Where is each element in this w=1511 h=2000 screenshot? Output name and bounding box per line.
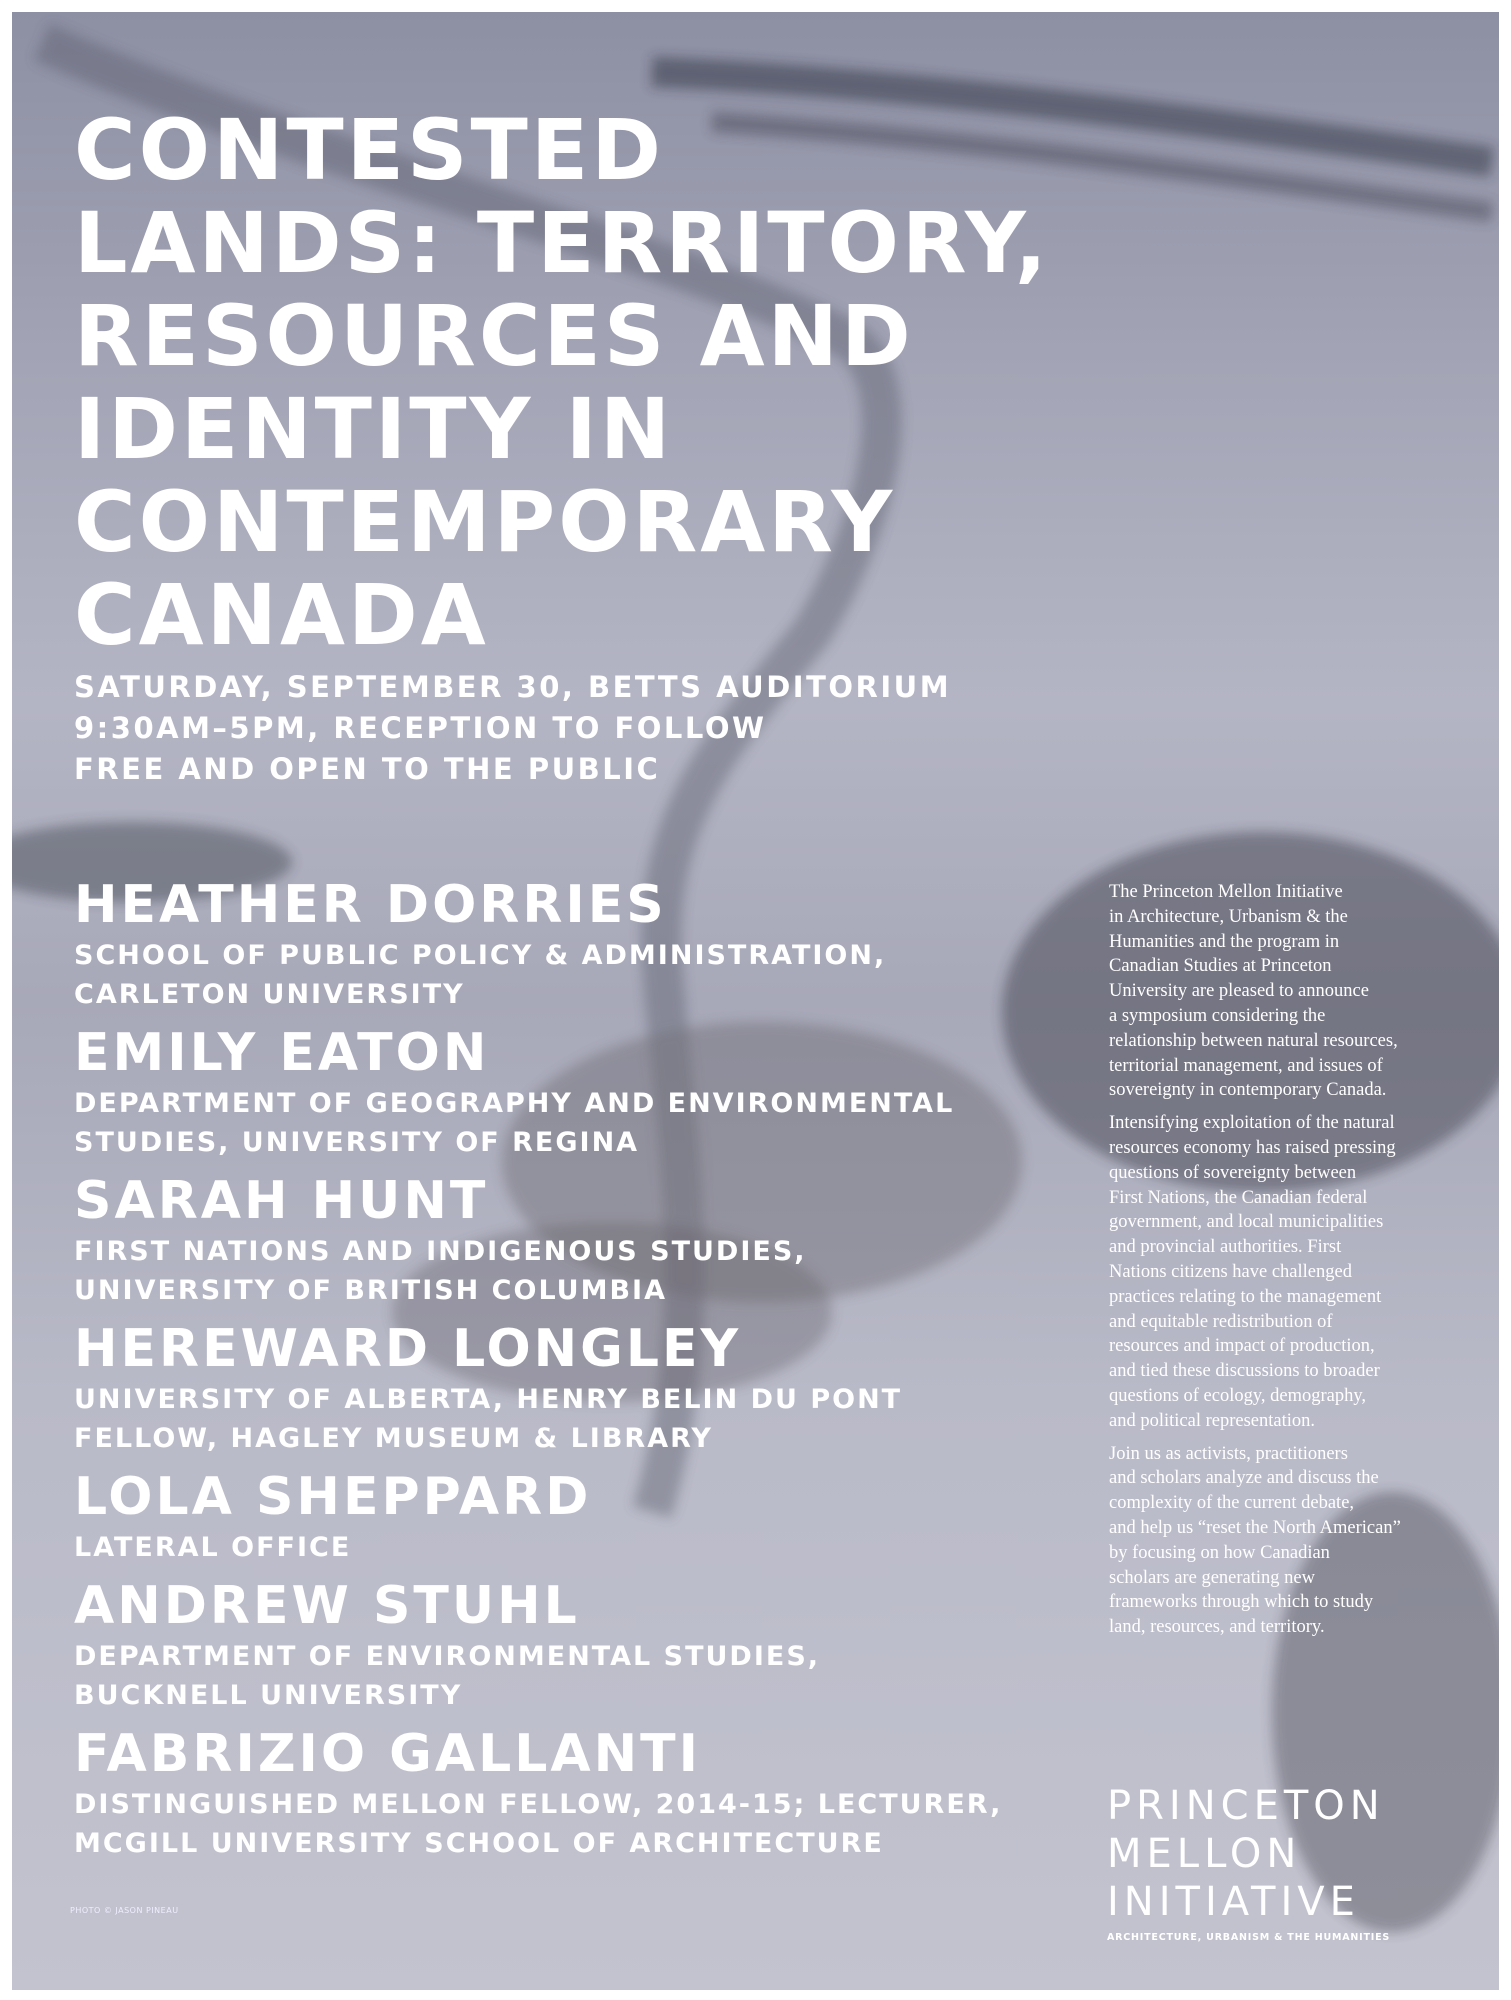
description-line: resources and impact of production, (1109, 1336, 1375, 1357)
event-time: 9:30AM–5PM, RECEPTION TO FOLLOW (74, 711, 767, 745)
speaker (74, 874, 1002, 1014)
description-line: and help us “reset the North American” (1109, 1517, 1401, 1538)
description-line: Nations citizens have challenged (1109, 1261, 1352, 1282)
description-line: land, resources, and territory. (1109, 1617, 1325, 1638)
speaker (74, 1022, 1002, 1162)
speaker-affiliation: BUCKNELL UNIVERSITY (74, 1680, 463, 1711)
description-line: and equitable redistribution of (1109, 1311, 1333, 1332)
event-description (1109, 880, 1469, 1648)
description-line: and scholars analyze and discuss the (1109, 1468, 1379, 1489)
description-line: questions of ecology, demography, (1109, 1385, 1367, 1406)
description-line: First Nations, the Canadian federal (1109, 1187, 1368, 1208)
speaker-affiliation: FIRST NATIONS AND INDIGENOUS STUDIES, (74, 1236, 807, 1267)
description-line: Humanities and the program in (1109, 931, 1340, 952)
speaker-affiliation: SCHOOL OF PUBLIC POLICY & ADMINISTRATION, (74, 940, 887, 971)
description-paragraph (1109, 880, 1469, 1103)
speaker-list (74, 874, 1002, 1871)
speaker (74, 1723, 1002, 1863)
description-line: and provincial authorities. First (1109, 1237, 1342, 1258)
princeton-mellon-initiative-logo (1107, 1782, 1390, 1943)
description-line: government, and local municipalities (1109, 1212, 1384, 1233)
description-line: Join us as activists, practitioners (1109, 1443, 1348, 1464)
event-admission: FREE AND OPEN TO THE PUBLIC (74, 752, 661, 786)
description-line: sovereignty in contemporary Canada. (1109, 1080, 1387, 1101)
speaker-affiliation: CARLETON UNIVERSITY (74, 979, 465, 1010)
speaker-name: LOLA SHEPPARD (74, 1467, 592, 1527)
speaker-affiliation: DEPARTMENT OF GEOGRAPHY AND ENVIRONMENTAL (74, 1088, 955, 1119)
speaker-affiliation: LATERAL OFFICE (74, 1532, 352, 1563)
description-line: territorial management, and issues of (1109, 1055, 1383, 1076)
description-line: Intensifying exploitation of the natural (1109, 1113, 1395, 1134)
speaker-affiliation: UNIVERSITY OF BRITISH COLUMBIA (74, 1275, 667, 1306)
description-line: and tied these discussions to broader (1109, 1361, 1380, 1382)
description-line: relationship between natural resources, (1109, 1030, 1398, 1051)
speaker (74, 1575, 1002, 1715)
speaker-name: EMILY EATON (74, 1023, 490, 1083)
description-line: questions of sovereignty between (1109, 1162, 1357, 1183)
description-line: resources economy has raised pressing (1109, 1137, 1396, 1158)
logo-line: PRINCETON (1107, 1783, 1385, 1829)
title-line: CONTESTED (74, 101, 664, 199)
description-line: a symposium considering the (1109, 1005, 1326, 1026)
photo-credit: PHOTO © JASON PINEAU (70, 1906, 179, 1915)
description-line: in Architecture, Urbanism & the (1109, 906, 1348, 927)
title-line: CONTEMPORARY (74, 473, 896, 571)
speaker-name: HEATHER DORRIES (74, 875, 667, 935)
speaker (74, 1170, 1002, 1310)
poster (12, 12, 1499, 1990)
title-line: IDENTITY IN (74, 380, 674, 478)
speaker (74, 1466, 1002, 1567)
description-line: Canadian Studies at Princeton (1109, 956, 1332, 977)
speaker-affiliation: STUDIES, UNIVERSITY OF REGINA (74, 1127, 640, 1158)
description-paragraph (1109, 1442, 1469, 1640)
title-line: RESOURCES AND (74, 287, 914, 385)
speaker-affiliation: MCGILL UNIVERSITY SCHOOL OF ARCHITECTURE (74, 1828, 884, 1859)
speaker-affiliation: DISTINGUISHED MELLON FELLOW, 2014-15; LECTURER, (74, 1789, 1003, 1820)
description-line: and political representation. (1109, 1410, 1315, 1431)
speaker-affiliation: FELLOW, HAGLEY MUSEUM & LIBRARY (74, 1423, 713, 1454)
description-line: scholars are generating new (1109, 1567, 1315, 1588)
speaker-affiliation: UNIVERSITY OF ALBERTA, HENRY BELIN DU PONT (74, 1384, 903, 1415)
speaker-name: HEREWARD LONGLEY (74, 1319, 742, 1379)
description-paragraph (1109, 1111, 1469, 1433)
speaker (74, 1318, 1002, 1458)
speaker-name: FABRIZIO GALLANTI (74, 1724, 701, 1784)
logo-line: MELLON (1107, 1831, 1302, 1877)
speaker-name: ANDREW STUHL (74, 1576, 580, 1636)
title-line: CANADA (74, 566, 489, 664)
event-date-venue: SATURDAY, SEPTEMBER 30, BETTS AUDITORIUM (74, 670, 952, 704)
description-line: frameworks through which to study (1109, 1592, 1374, 1613)
title-line: LANDS: TERRITORY, (74, 194, 1050, 292)
logo-line: INITIATIVE (1107, 1879, 1360, 1925)
speaker-affiliation: DEPARTMENT OF ENVIRONMENTAL STUDIES, (74, 1641, 821, 1672)
description-line: by focusing on how Canadian (1109, 1542, 1330, 1563)
description-line: University are pleased to announce (1109, 981, 1369, 1002)
description-line: practices relating to the management (1109, 1286, 1382, 1307)
logo-subtitle: ARCHITECTURE, URBANISM & THE HUMANITIES (1107, 1932, 1391, 1943)
event-title (74, 101, 1050, 664)
speaker-name: SARAH HUNT (74, 1171, 489, 1231)
description-line: complexity of the current debate, (1109, 1493, 1355, 1514)
description-line: The Princeton Mellon Initiative (1109, 882, 1343, 902)
event-details (74, 667, 951, 790)
